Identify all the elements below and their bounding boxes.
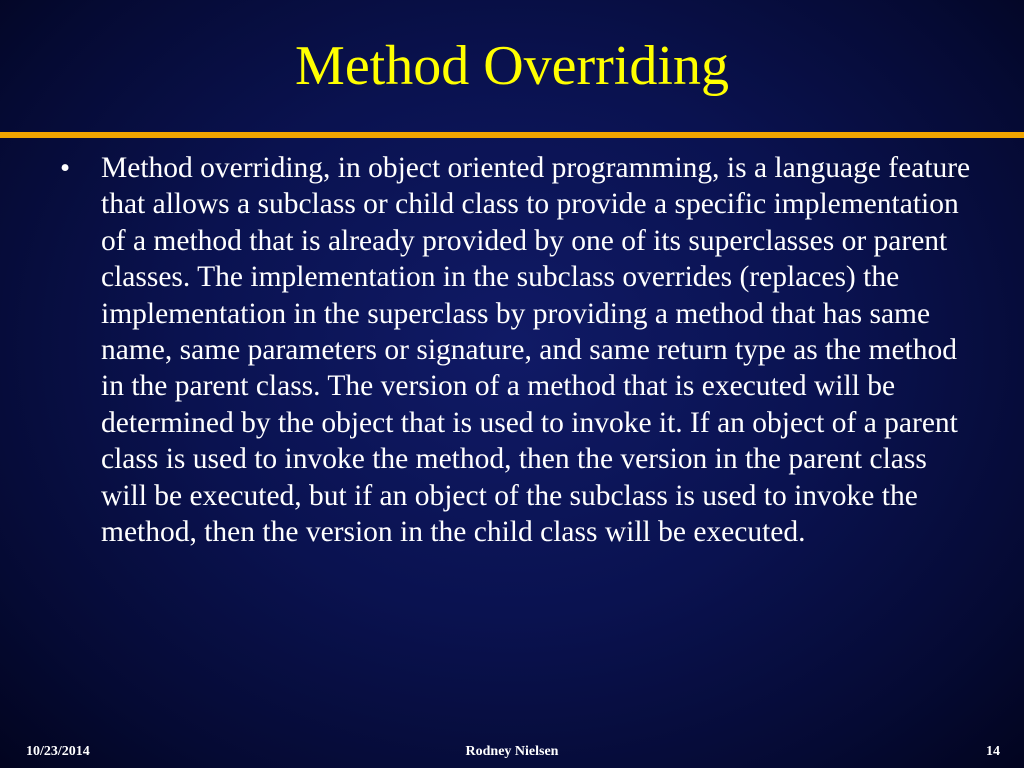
title-divider	[0, 132, 1024, 138]
footer-author: Rodney Nielsen	[465, 744, 559, 759]
bullet-icon: •	[60, 152, 71, 184]
slide-title: Method Overriding	[295, 35, 729, 97]
page-number: 14	[986, 744, 1000, 759]
bullet-text: Method overriding, in object oriented programming, is a language feature that allows a subclass or child class to provide a specific implementation of a method that is already provided by one of its superclasses or parent classes. The implementation in the subclass overrides (replaces) the implementation in the superclass by providing a method that has same name, same parameters or signature, and same return type as the method in the parent class. The version of a method that is executed will be determined by the object that is used to invoke it. If an object of a parent class is used to invoke the method, then the version in the parent class will be executed, but if an object of the subclass is used to invoke the method, then the version in the child class will be executed.	[101, 152, 971, 549]
bullet-item	[60, 150, 980, 550]
footer-date: 10/23/2014	[26, 744, 90, 759]
